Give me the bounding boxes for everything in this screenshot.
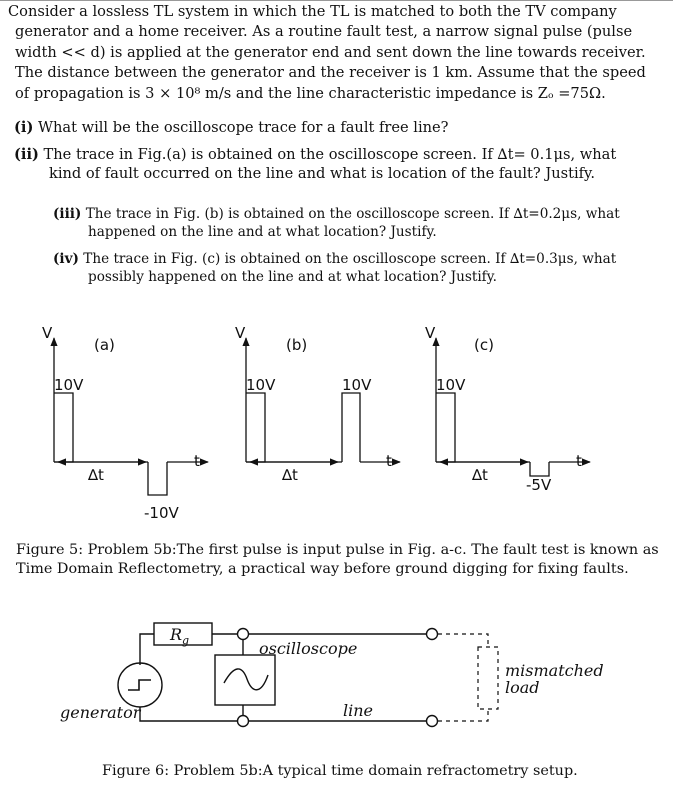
trace-c-dt-label: ∆t bbox=[472, 466, 488, 484]
trace-c bbox=[436, 338, 590, 476]
question-i-text: What will be the oscilloscope trace for a fault free line? bbox=[38, 119, 449, 136]
question-iii-text-1: The trace in Fig. (b) is obtained on the oscilloscope screen. If ∆t=0.2μs, what bbox=[85, 206, 620, 222]
mismatched-load bbox=[438, 634, 498, 721]
trace-a-t-axis: t bbox=[194, 452, 200, 470]
trace-c-v-axis: V bbox=[425, 324, 436, 342]
trace-b-pulse1-label: 10V bbox=[246, 376, 276, 394]
question-iv bbox=[53, 250, 616, 286]
line-label: line bbox=[343, 701, 374, 720]
figure-5-traces bbox=[0, 320, 673, 530]
trace-c-t-axis: t bbox=[576, 452, 582, 470]
trace-b-pulse2-label: 10V bbox=[342, 376, 372, 394]
question-ii-text-2: kind of fault occurred on the line and what is location of the fault? Justify. bbox=[49, 165, 595, 182]
rg-label: $R_g$ bbox=[170, 625, 190, 647]
oscilloscope-label: oscilloscope bbox=[259, 639, 358, 658]
trace-b bbox=[246, 338, 400, 462]
intro-line-5: of propagation is 3 × 10⁸ m/s and the line characteristic impedance is Zₒ =75Ω. bbox=[15, 84, 606, 102]
question-i-number: (i) bbox=[14, 119, 34, 136]
trace-a-pulse1-label: 10V bbox=[54, 376, 84, 394]
figure-5-caption bbox=[16, 541, 659, 579]
trace-c-label: (c) bbox=[474, 336, 494, 354]
question-iv-number: (iv) bbox=[53, 251, 79, 267]
question-i bbox=[14, 118, 449, 137]
trace-a-v-axis: V bbox=[42, 324, 53, 342]
trace-a-dt-label: ∆t bbox=[88, 466, 104, 484]
question-iv-text-1: The trace in Fig. (c) is obtained on the oscilloscope screen. If ∆t=0.3μs, what bbox=[83, 251, 617, 267]
intro-line-2: generator and a home receiver. As a routine fault test, a narrow signal pulse (pulse bbox=[15, 23, 633, 41]
generator-source bbox=[118, 663, 162, 707]
oscilloscope-wave-icon bbox=[224, 669, 268, 690]
question-iii bbox=[53, 205, 620, 241]
problem-intro bbox=[8, 2, 660, 104]
figure-6-caption: Figure 6: Problem 5b:A typical time domain refractometry setup. bbox=[102, 763, 578, 779]
question-iii-text-2: happened on the line and at what location? Justify. bbox=[88, 224, 437, 240]
generator-label: generator bbox=[60, 703, 141, 722]
trace-a-label: (a) bbox=[94, 336, 115, 354]
intro-line-4: The distance between the generator and the receiver is 1 km. Assume that the speed bbox=[15, 64, 646, 82]
question-ii bbox=[14, 145, 616, 183]
trace-b-label: (b) bbox=[286, 336, 308, 354]
trace-b-dt-label: ∆t bbox=[282, 466, 298, 484]
trace-c-pulse2-label: -5V bbox=[526, 476, 552, 494]
question-ii-number: (ii) bbox=[14, 146, 39, 163]
intro-line-3: width << d) is applied at the generator end and sent down the line towards receiver. bbox=[15, 43, 646, 61]
figure-5-caption-line-1: Figure 5: Problem 5b:The first pulse is input pulse in Fig. a-c. The fault test is known as bbox=[16, 542, 659, 558]
trace-b-v-axis: V bbox=[235, 324, 246, 342]
load-label-line-1: mismatched bbox=[505, 661, 604, 680]
top-rule bbox=[0, 0, 673, 1]
figure-6-circuit bbox=[0, 615, 673, 765]
question-iii-number: (iii) bbox=[53, 206, 82, 222]
figure-5-caption-line-2: Time Domain Reflectometry, a practical way before ground digging for fixing faults. bbox=[16, 561, 629, 577]
trace-a-pulse2-label: -10V bbox=[144, 504, 179, 522]
question-iv-text-2: possibly happened on the line and at what location? Justify. bbox=[88, 269, 497, 285]
intro-line-1: Consider a lossless TL system in which the TL is matched to both the TV company bbox=[8, 3, 617, 20]
load-label-line-2: load bbox=[505, 678, 540, 697]
trace-a bbox=[54, 338, 208, 495]
step-icon bbox=[128, 680, 151, 690]
trace-c-pulse1-label: 10V bbox=[436, 376, 466, 394]
question-ii-text-1: The trace in Fig.(a) is obtained on the oscilloscope screen. If ∆t= 0.1μs, what bbox=[43, 146, 617, 163]
trace-b-t-axis: t bbox=[386, 452, 392, 470]
